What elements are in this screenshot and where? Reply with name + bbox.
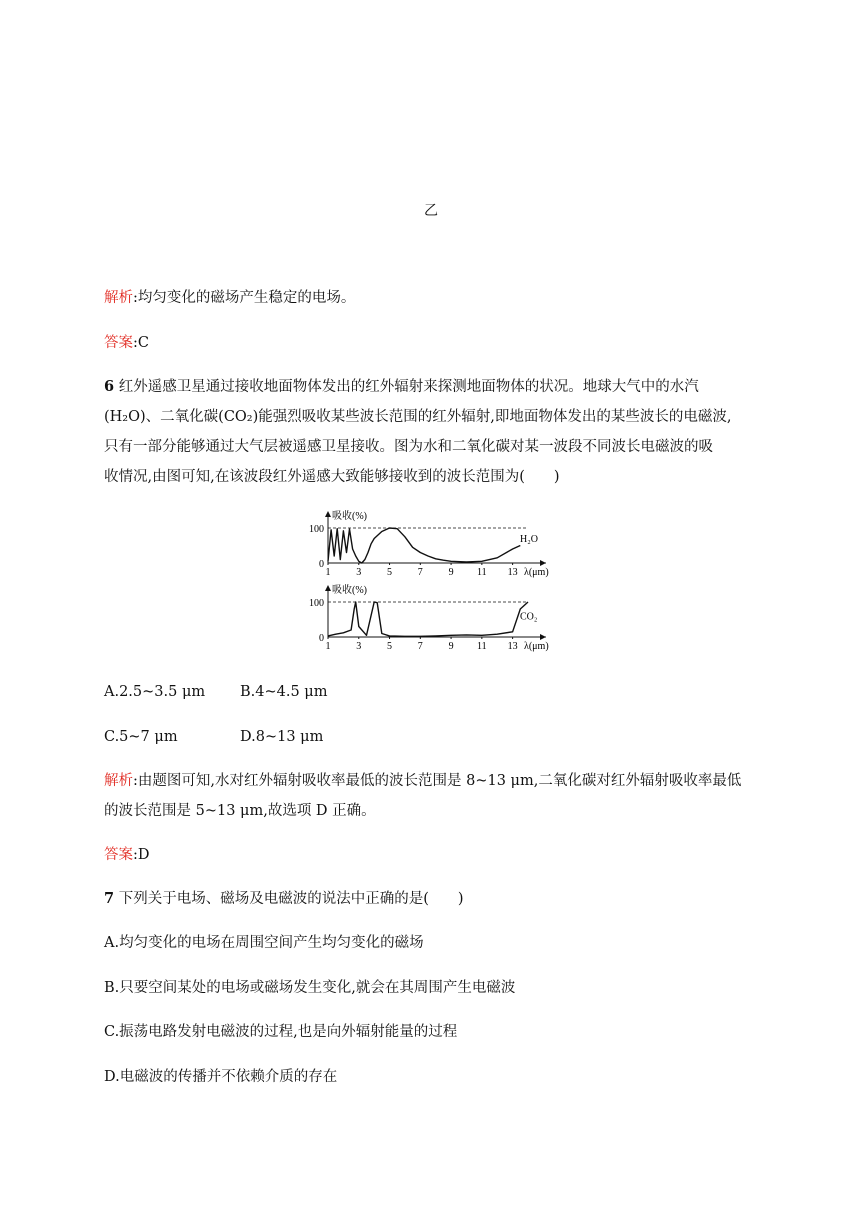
x-tick-label: 13 [507, 641, 518, 652]
q6-option-a: A.2.5~3.5 μm [104, 684, 206, 700]
x-axis-label: λ(μm) [524, 567, 549, 578]
x-tick-label: 9 [448, 641, 454, 652]
q6-stem-line-1 [104, 377, 699, 397]
absorption-figure [300, 505, 560, 665]
q6-option-b: B.4~4.5 μm [240, 684, 328, 700]
series-label: CO₂ [520, 611, 538, 623]
y-axis-arrow [325, 585, 331, 591]
answer-text: :D [133, 847, 150, 863]
figure-label: 乙 [424, 203, 438, 219]
q7-option-d: D.电磁波的传播并不依赖介质的存在 [104, 1069, 338, 1085]
answer-text: :C [133, 335, 149, 351]
q7-option-c: C.振荡电路发射电磁波的过程,也是向外辐射能量的过程 [104, 1024, 458, 1040]
question-number: 6 [104, 378, 115, 395]
x-tick-label: 1 [325, 567, 331, 578]
q5-answer [104, 333, 149, 353]
x-tick-label: 5 [387, 641, 393, 652]
x-tick-label: 13 [507, 567, 518, 578]
q6-stem-line-3: 只有一部分能够通过大气层被遥感卫星接收。图为水和二氧化碳对某一波段不同波长电磁波的吸 [104, 439, 713, 455]
y-axis-label: 吸收(%) [332, 511, 367, 522]
x-tick-label: 1 [325, 641, 331, 652]
x-tick-label: 3 [356, 641, 362, 652]
x-tick-label: 9 [448, 567, 454, 578]
stem-text: 红外遥感卫星通过接收地面物体发出的红外辐射来探测地面物体的状况。地球大气中的水汽 [118, 379, 699, 395]
analysis-text: :由题图可知,水对红外辐射吸收率最低的波长范围是 8~13 μm,二氧化碳对红外辐射吸收率最低 [133, 773, 742, 789]
x-tick-label: 7 [417, 567, 423, 578]
y-tick-label: 100 [309, 524, 324, 535]
q6-stem-line-2: (H₂O)、二氧化碳(CO₂)能强烈吸收某些波长范围的红外辐射,即地面物体发出的某些波长的电磁波, [104, 409, 732, 425]
answer-label: 答案 [104, 847, 133, 863]
analysis-label: 解析 [104, 773, 133, 789]
stem-text: 下列关于电场、磁场及电磁波的说法中正确的是( ) [118, 891, 464, 907]
x-axis-label: λ(μm) [524, 641, 549, 652]
x-axis-arrow [540, 634, 546, 640]
series-line [328, 602, 528, 636]
question-number: 7 [104, 890, 115, 907]
x-tick-label: 5 [387, 567, 393, 578]
series-line [328, 528, 520, 563]
analysis-label: 解析 [104, 290, 133, 306]
q6-option-c: C.5~7 μm [104, 729, 178, 745]
q6-stem-line-4: 收情况,由图可知,在该波段红外遥感大致能够接收到的波长范围为( ) [104, 469, 560, 485]
co2-chart [309, 583, 549, 652]
q6-answer [104, 845, 150, 865]
y-tick-label: 0 [319, 559, 324, 570]
q6-option-d: D.8~13 μm [240, 729, 324, 745]
y-axis-arrow [325, 511, 331, 517]
x-tick-label: 7 [417, 641, 423, 652]
y-tick-label: 0 [319, 633, 324, 644]
q7-option-b: B.只要空间某处的电场或磁场发生变化,就会在其周围产生电磁波 [104, 980, 516, 996]
q5-analysis [104, 288, 355, 308]
answer-label: 答案 [104, 335, 133, 351]
q6-analysis-line-1 [104, 771, 741, 791]
y-tick-label: 100 [309, 598, 324, 609]
x-tick-label: 3 [356, 567, 362, 578]
x-axis-arrow [540, 560, 546, 566]
q6-analysis-line-2: 的波长范围是 5~13 μm,故选项 D 正确。 [104, 803, 376, 819]
x-tick-label: 11 [477, 567, 487, 578]
series-label: H₂O [520, 534, 538, 545]
h2o-chart [309, 509, 549, 578]
y-axis-label: 吸收(%) [332, 585, 367, 596]
q7-option-a: A.均匀变化的电场在周围空间产生均匀变化的磁场 [104, 935, 424, 951]
q7-stem [104, 889, 464, 909]
x-tick-label: 11 [477, 641, 487, 652]
analysis-text: :均匀变化的磁场产生稳定的电场。 [133, 290, 356, 306]
